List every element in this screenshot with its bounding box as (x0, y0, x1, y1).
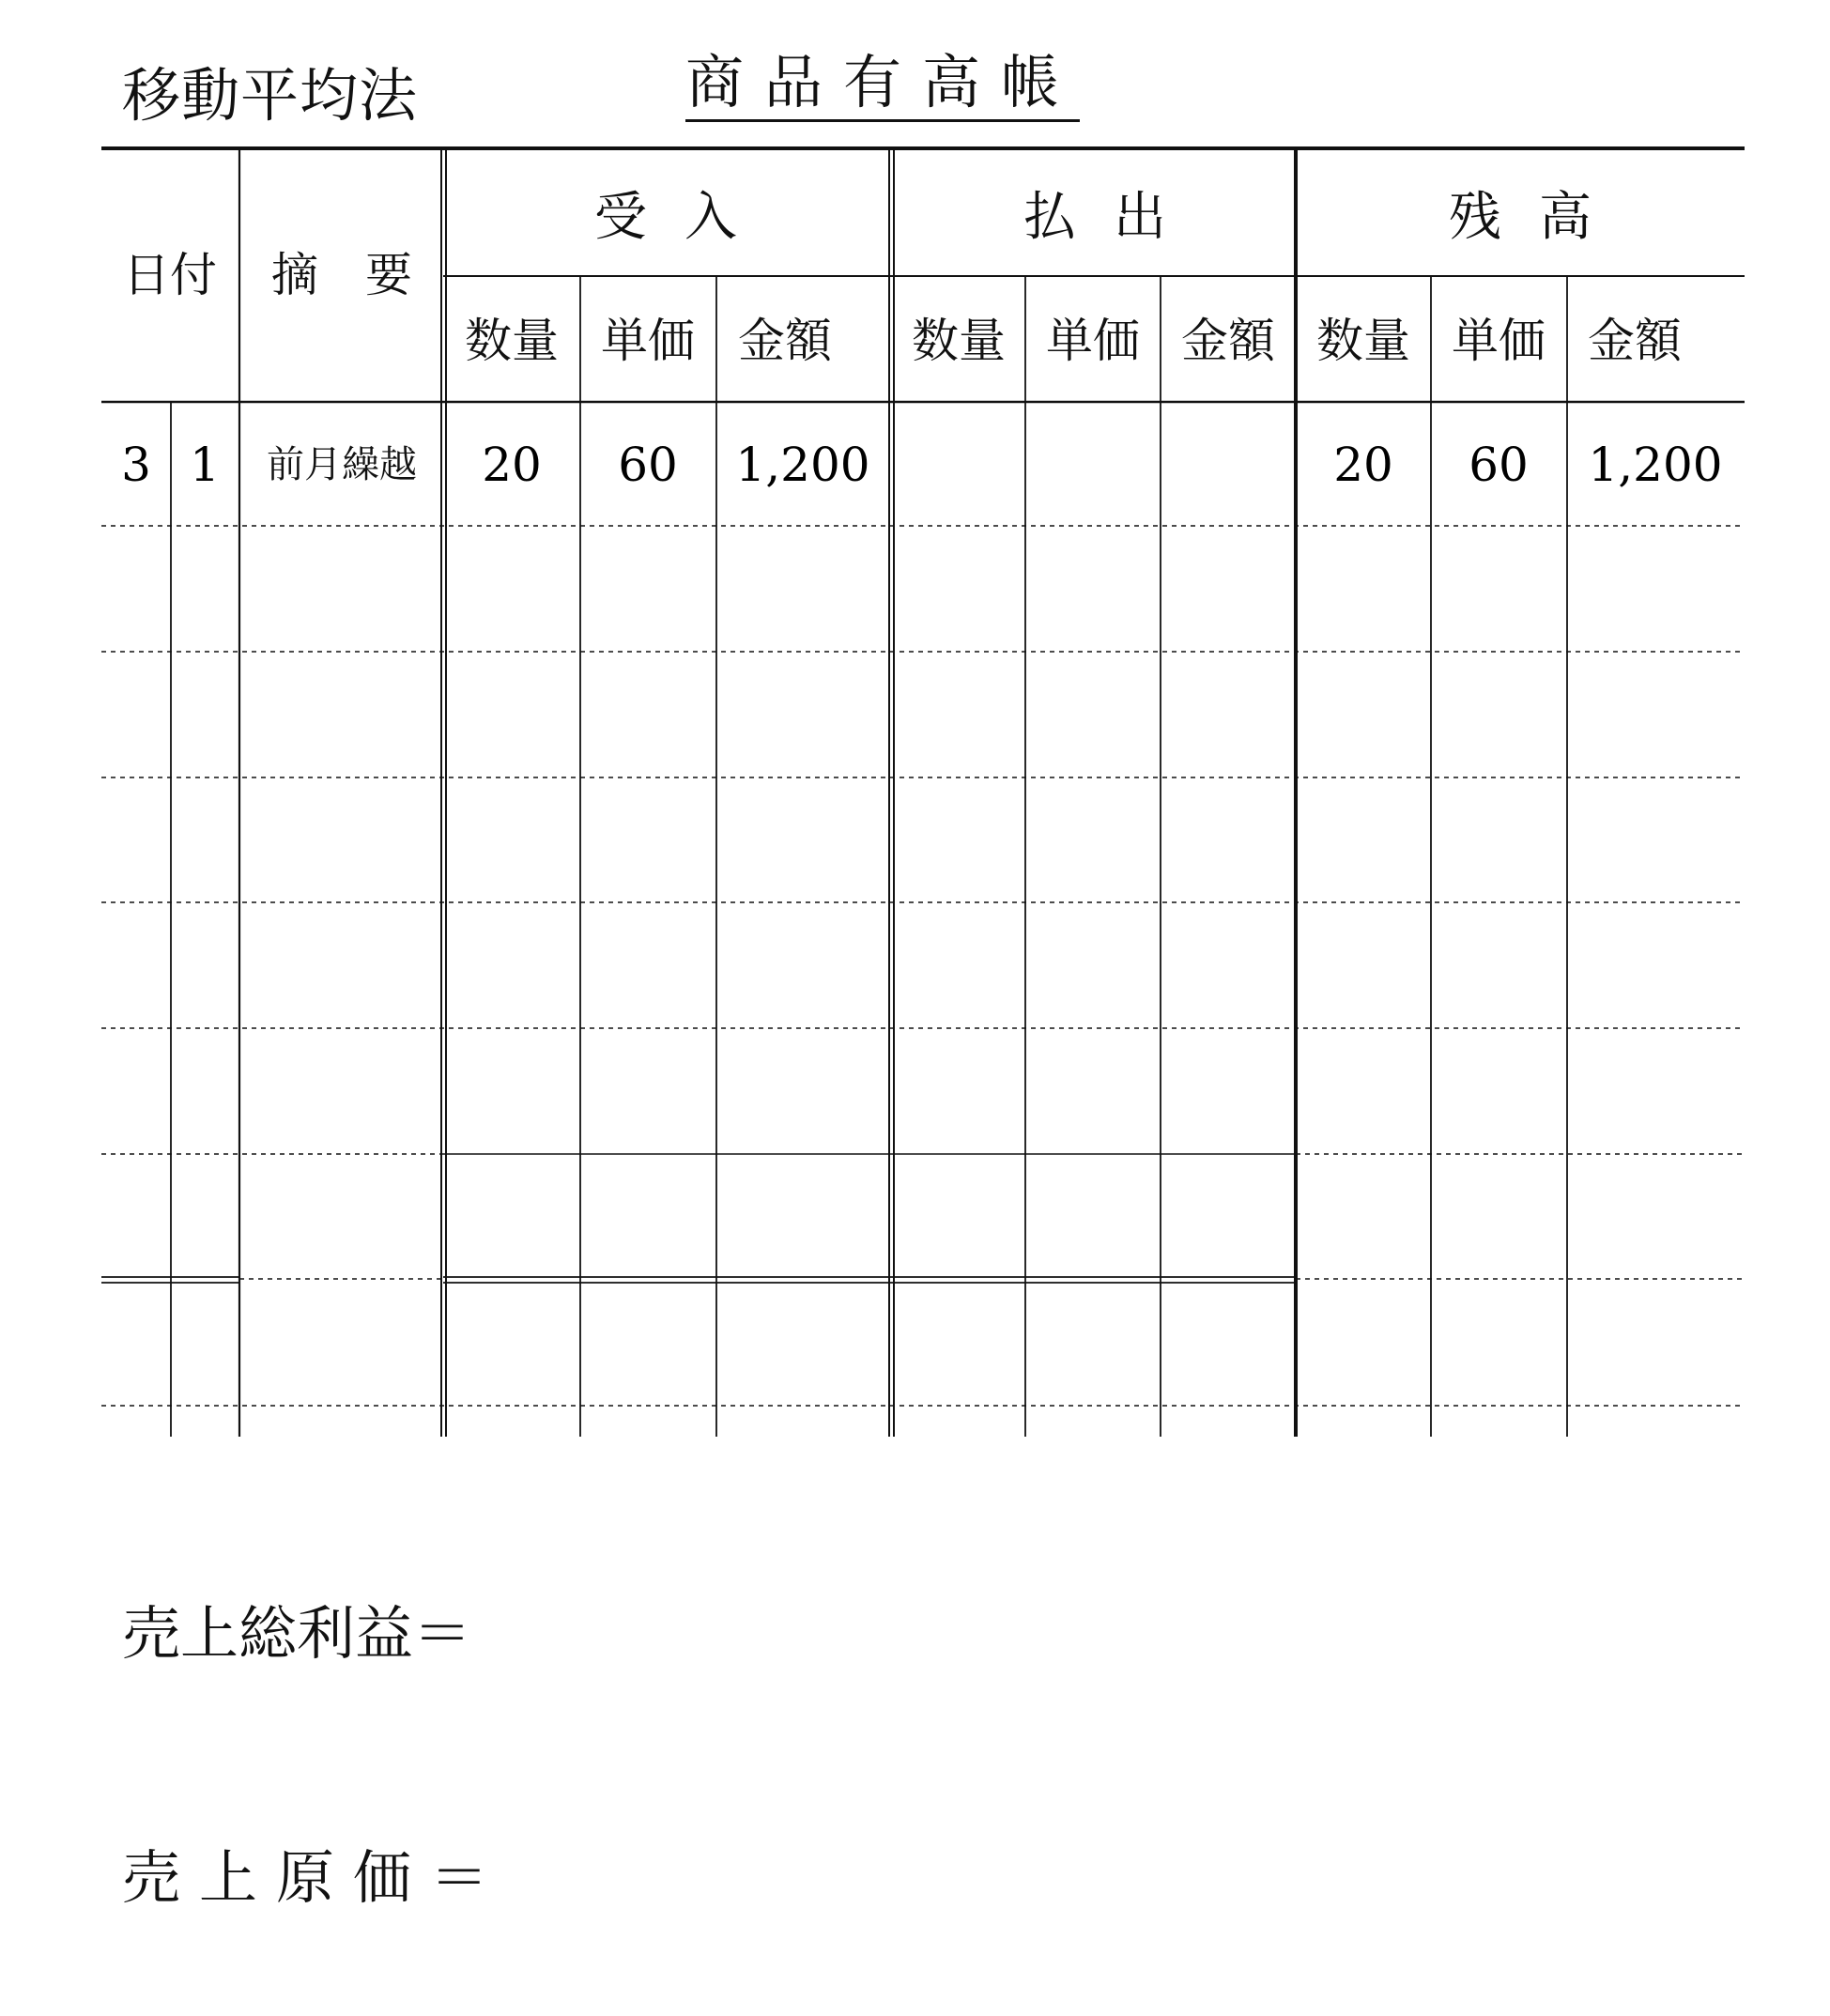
bal-qty-header: 数量 (1316, 314, 1410, 368)
bal-amount-header: 金額 (1588, 314, 1682, 368)
gross-profit-label: 売上総利益＝ (122, 1599, 472, 1668)
row-month: 3 (121, 438, 151, 492)
row-in-qty: 20 (482, 438, 542, 492)
in-amount-header: 金額 (738, 314, 832, 368)
cost-of-sales-label: 売上原価＝ (122, 1843, 508, 1912)
group-receipts: 受入 (594, 187, 775, 248)
out-qty-header: 数量 (912, 314, 1006, 368)
closing-double-rule (101, 1277, 1296, 1283)
out-amount-header: 金額 (1181, 314, 1275, 368)
bal-price-header: 単価 (1452, 314, 1546, 368)
row-in-price: 60 (618, 438, 678, 492)
in-price-header: 単価 (601, 314, 695, 368)
in-qty-header: 数量 (465, 314, 559, 368)
col-summary-header: 摘 要 (271, 248, 412, 302)
row-summary: 前月繰越 (267, 443, 417, 486)
col-date-header: 日付 (123, 248, 217, 302)
method-label: 移動平均法 (122, 61, 419, 130)
row-in-amount: 1,200 (735, 438, 870, 492)
row-bal-price: 60 (1469, 438, 1529, 492)
row-day: 1 (190, 438, 220, 492)
group-balance: 残高 (1449, 187, 1629, 248)
ledger-title: 商品有高帳 (685, 49, 1080, 122)
group-payments: 払出 (1023, 187, 1204, 248)
row-bal-qty: 20 (1333, 438, 1393, 492)
row-dividers (101, 526, 1745, 1406)
table-row (121, 438, 1722, 492)
out-price-header: 単価 (1046, 314, 1140, 368)
row-bal-amount: 1,200 (1588, 438, 1723, 492)
